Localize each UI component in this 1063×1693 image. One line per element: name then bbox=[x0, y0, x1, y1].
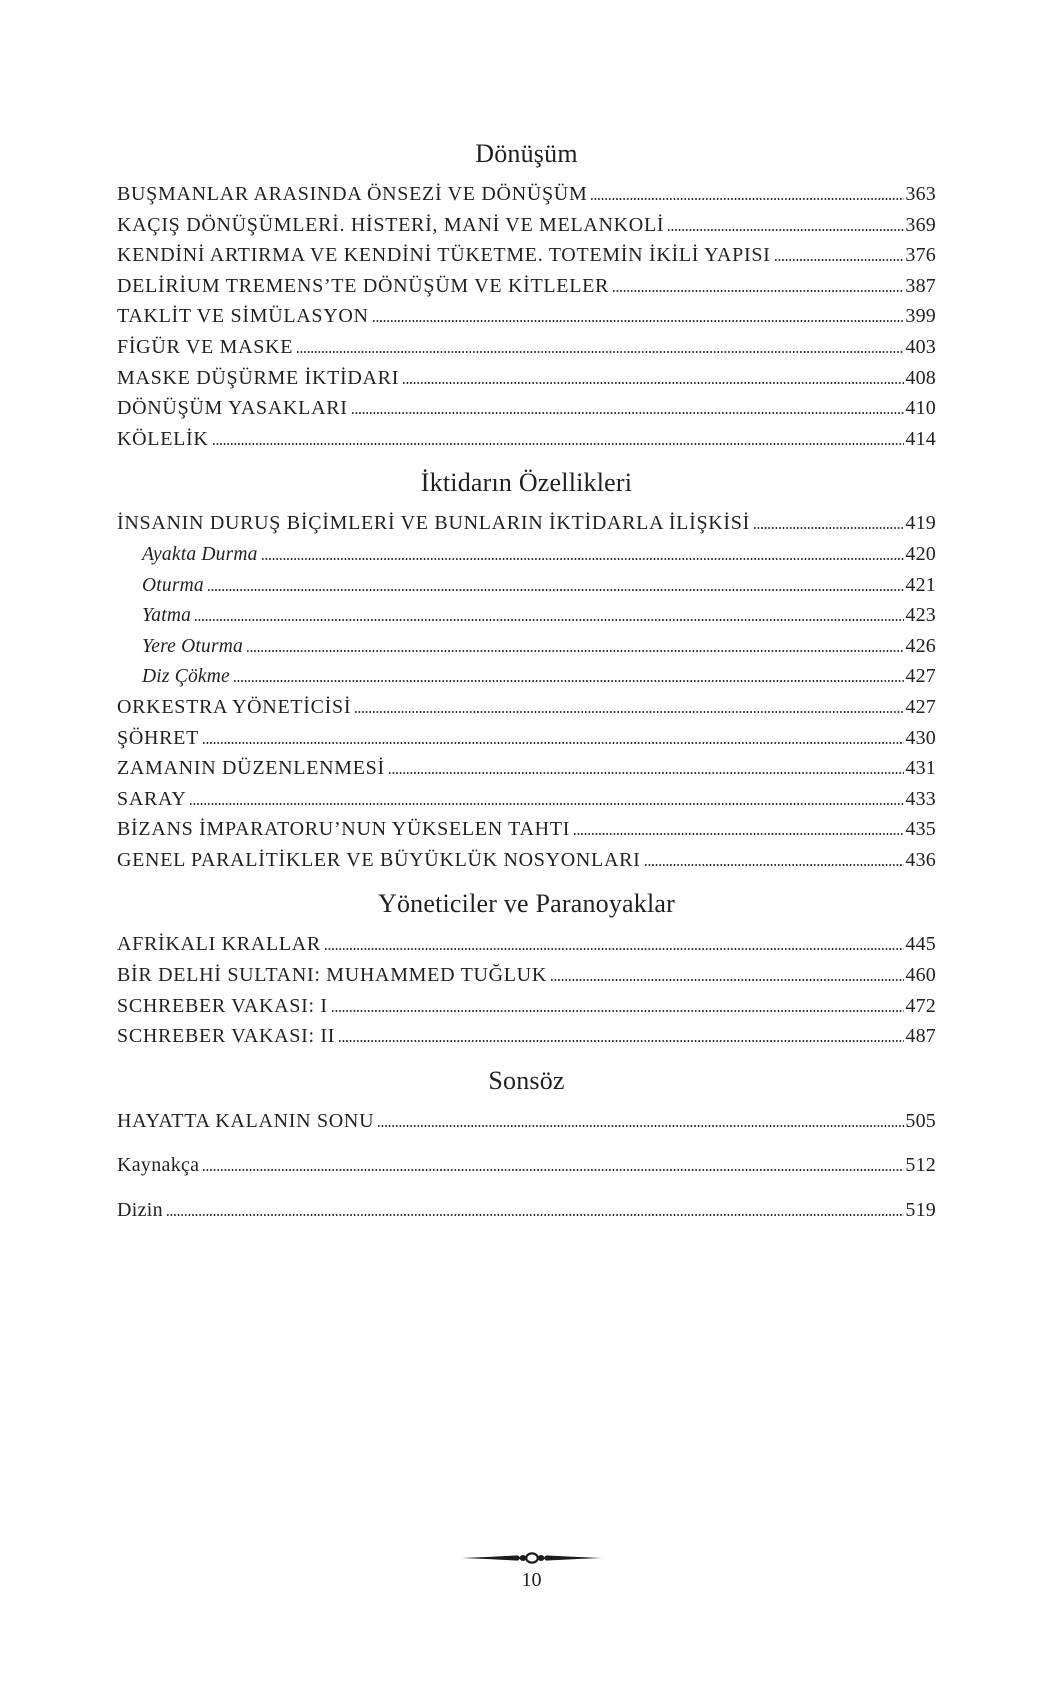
toc-entry bbox=[117, 332, 936, 363]
toc-entry bbox=[117, 723, 936, 754]
toc-entry-page: 431 bbox=[905, 757, 936, 780]
dot-leader bbox=[372, 320, 905, 322]
dot-leader bbox=[202, 742, 904, 744]
toc-entry-title: AFRİKALI KRALLAR bbox=[117, 933, 321, 956]
toc-entry-page: 410 bbox=[905, 397, 936, 420]
toc-entry-title: ZAMANIN DÜZENLENMESİ bbox=[117, 757, 385, 780]
toc-entry bbox=[117, 692, 936, 723]
ornament-center-ring bbox=[526, 1553, 538, 1562]
toc-entry-title: Dizin bbox=[117, 1199, 163, 1222]
toc-subentry-page: 426 bbox=[905, 634, 936, 657]
toc-section bbox=[117, 884, 936, 1051]
dot-leader bbox=[194, 619, 904, 621]
toc-entry-page: 519 bbox=[905, 1199, 936, 1222]
toc-subentry-title: Yatma bbox=[142, 605, 192, 627]
toc-entry-title: Kaynakça bbox=[117, 1154, 200, 1177]
toc-subentry bbox=[117, 600, 936, 631]
toc-section bbox=[117, 463, 936, 875]
dot-leader bbox=[753, 527, 904, 529]
dot-leader bbox=[233, 680, 904, 682]
toc-entry bbox=[117, 845, 936, 876]
section-heading: İktidarın Özellikleri bbox=[420, 468, 633, 498]
toc-entry bbox=[117, 753, 936, 784]
toc-entry-title: BİZANS İMPARATORU’NUN YÜKSELEN TAHTI bbox=[117, 818, 571, 841]
toc-entry-page: 460 bbox=[905, 964, 936, 987]
toc-subentry-page: 427 bbox=[905, 665, 936, 688]
ornament-left-swash bbox=[462, 1555, 521, 1560]
toc-entry bbox=[117, 424, 936, 455]
dot-leader bbox=[402, 382, 904, 384]
toc-entry bbox=[117, 991, 936, 1022]
toc-entry-title: GENEL PARALİTİKLER VE BÜYÜKLÜK NOSYONLARI bbox=[117, 848, 641, 871]
toc-section bbox=[117, 1061, 936, 1137]
toc-entry bbox=[117, 363, 936, 394]
toc-entry-page: 414 bbox=[905, 427, 936, 450]
toc-subentry bbox=[117, 570, 936, 601]
toc-entry-title: BİR DELHİ SULTANI: MUHAMMED TUĞLUK bbox=[117, 964, 547, 987]
toc-entry-title: SCHREBER VAKASI: II bbox=[117, 1025, 336, 1048]
dot-leader bbox=[377, 1125, 904, 1127]
toc-entry-page: 399 bbox=[905, 305, 936, 328]
toc-entry-page: 433 bbox=[905, 787, 936, 810]
dot-leader bbox=[338, 1040, 904, 1042]
toc-subentry-title: Ayakta Durma bbox=[142, 543, 258, 565]
dot-leader bbox=[331, 1010, 905, 1012]
dot-leader bbox=[774, 259, 905, 261]
section-heading: Yöneticiler ve Paranoyaklar bbox=[377, 889, 676, 919]
toc-entry-page: 369 bbox=[905, 213, 936, 236]
dot-leader bbox=[388, 772, 905, 774]
toc-entry-page: 430 bbox=[905, 726, 936, 749]
toc-subentry-title: Diz Çökme bbox=[142, 666, 230, 688]
toc-entry bbox=[117, 179, 936, 210]
toc-entry-title: ŞÖHRET bbox=[117, 726, 199, 749]
dot-leader bbox=[351, 412, 905, 414]
toc-entry-title: FİGÜR VE MASKE bbox=[117, 335, 294, 358]
toc-entry-title: ORKESTRA YÖNETİCİSİ bbox=[117, 695, 352, 718]
toc-subentry bbox=[117, 661, 936, 692]
toc-entry bbox=[117, 1021, 936, 1052]
dot-leader bbox=[212, 443, 905, 445]
section-heading: Sonsöz bbox=[488, 1065, 565, 1095]
ornament-divider bbox=[462, 1550, 602, 1566]
toc-entry-title: HAYATTA KALANIN SONU bbox=[117, 1109, 375, 1132]
dot-leader bbox=[354, 711, 904, 713]
dot-leader bbox=[166, 1214, 904, 1216]
toc-entry-page: 472 bbox=[905, 994, 936, 1017]
section-heading: Dönüşüm bbox=[475, 139, 578, 168]
dot-leader bbox=[667, 229, 904, 231]
toc-subentry-page: 420 bbox=[905, 542, 936, 565]
toc-subentry bbox=[117, 539, 936, 570]
toc-entry-page: 487 bbox=[905, 1025, 936, 1048]
dot-leader bbox=[261, 558, 905, 560]
toc-entry bbox=[117, 393, 936, 424]
toc-entry bbox=[117, 301, 936, 332]
toc-entry-page: 436 bbox=[905, 848, 936, 871]
dot-leader bbox=[612, 290, 904, 292]
toc-subentry-page: 423 bbox=[905, 604, 936, 627]
toc-entry-page: 505 bbox=[905, 1109, 936, 1132]
toc-entry bbox=[117, 929, 936, 960]
dot-leader bbox=[590, 198, 904, 200]
toc-entry bbox=[117, 960, 936, 991]
toc-subentry bbox=[117, 631, 936, 662]
toc-entry-title: BUŞMANLAR ARASINDA ÖNSEZİ VE DÖNÜŞÜM bbox=[117, 183, 588, 205]
toc-entry bbox=[117, 784, 936, 815]
toc-entry bbox=[117, 508, 936, 539]
toc-entry-page: 419 bbox=[905, 512, 936, 535]
toc-entry-title: KENDİNİ ARTIRMA VE KENDİNİ TÜKETME. TOTEMİN İKİLİ YAPISI bbox=[117, 244, 771, 267]
toc-entry-title: SARAY bbox=[117, 787, 187, 810]
toc-entry-title: SCHREBER VAKASI: I bbox=[117, 994, 328, 1017]
toc-entry-page: 403 bbox=[905, 335, 936, 358]
toc-subentry-page: 421 bbox=[905, 573, 936, 596]
toc-entry bbox=[117, 814, 936, 845]
dot-leader bbox=[324, 948, 904, 950]
dot-leader bbox=[550, 979, 904, 981]
toc-entry-title: DELİRİUM TREMENS’TE DÖNÜŞÜM VE KİTLELER bbox=[117, 274, 610, 297]
toc-entry-title: KAÇIŞ DÖNÜŞÜMLERİ. HİSTERİ, MANİ VE MELANKOLİ bbox=[117, 213, 665, 236]
toc-entry-title: DÖNÜŞÜM YASAKLARI bbox=[117, 397, 348, 420]
toc-entry bbox=[117, 240, 936, 271]
dot-leader bbox=[189, 803, 904, 805]
dot-leader bbox=[573, 833, 904, 835]
toc-entry-title: KÖLELİK bbox=[117, 427, 209, 450]
ornament-right-swash bbox=[544, 1555, 603, 1560]
dot-leader bbox=[644, 864, 905, 866]
toc-entry bbox=[117, 1106, 936, 1137]
dot-leader bbox=[202, 1169, 904, 1171]
toc-entry-page: 408 bbox=[905, 366, 936, 389]
toc-entry-title: İNSANIN DURUŞ BİÇİMLERİ VE BUNLARIN İKTİDARLA İLİŞKİSİ bbox=[117, 512, 750, 535]
toc-entry bbox=[117, 271, 936, 302]
toc-entry bbox=[117, 210, 936, 241]
dot-leader bbox=[246, 650, 904, 652]
toc-subentry-title: Oturma bbox=[142, 574, 204, 596]
toc-entry-page: 376 bbox=[905, 244, 936, 267]
table-of-contents bbox=[117, 125, 936, 1226]
dot-leader bbox=[296, 351, 904, 353]
page-number: 10 bbox=[521, 1569, 542, 1591]
dot-leader bbox=[207, 589, 905, 591]
toc-subentry-title: Yere Oturma bbox=[142, 635, 243, 657]
toc-section bbox=[117, 134, 936, 454]
toc-entry-title: TAKLİT VE SİMÜLASYON bbox=[117, 305, 369, 328]
toc-entry-page: 363 bbox=[905, 183, 936, 205]
toc-entry-page: 512 bbox=[905, 1154, 936, 1177]
toc-entry-page: 427 bbox=[905, 695, 936, 718]
toc-entry-page: 445 bbox=[905, 933, 936, 956]
toc-entry-page: 435 bbox=[905, 818, 936, 841]
toc-entry-index bbox=[117, 1195, 936, 1226]
toc-entry-title: MASKE DÜŞÜRME İKTİDARI bbox=[117, 366, 400, 389]
toc-entry-bibliography bbox=[117, 1150, 936, 1181]
toc-entry-page: 387 bbox=[905, 274, 936, 297]
